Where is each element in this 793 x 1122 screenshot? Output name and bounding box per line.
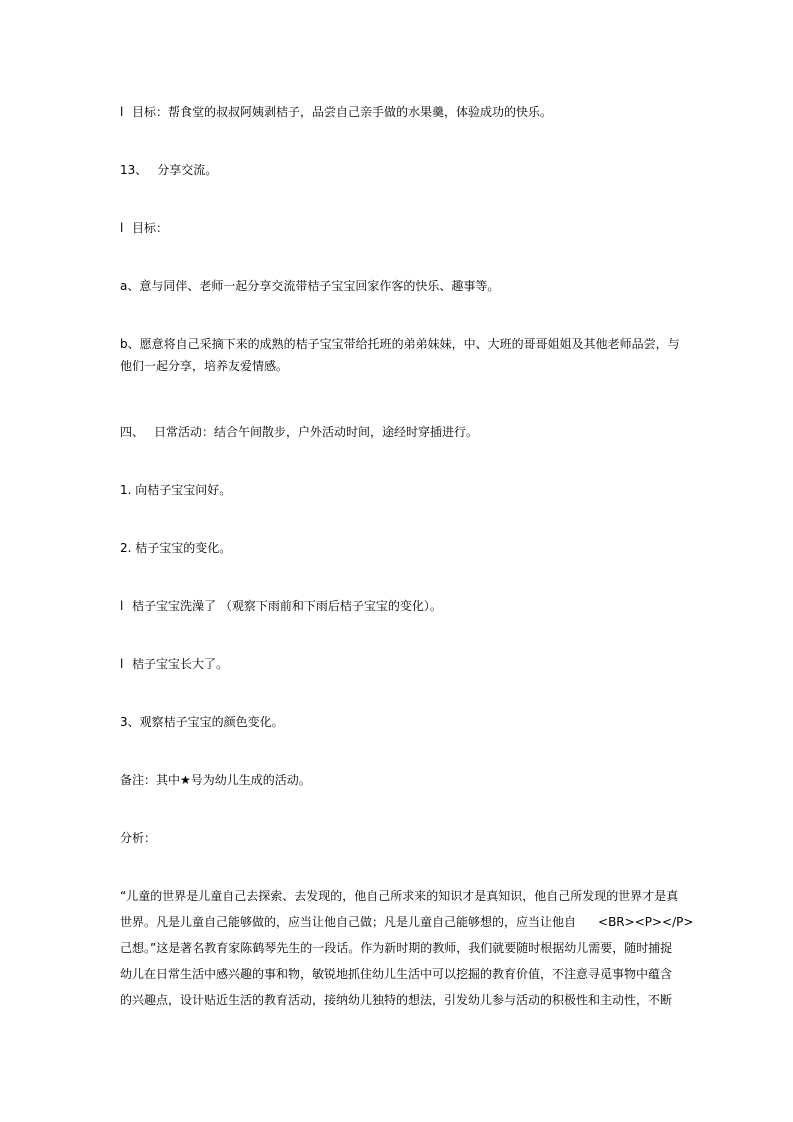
section-title: 分享交流。 xyxy=(157,163,218,177)
section-number: 四、 xyxy=(120,425,145,439)
observation-bullet-bath xyxy=(120,599,680,613)
line-text: 桔子宝宝长大了。 xyxy=(132,657,229,671)
bullet-marker: l xyxy=(120,657,124,671)
activity-item-2 xyxy=(120,541,680,555)
bullet-marker: l xyxy=(120,105,124,119)
paragraph-line: “儿童的世界是儿童自己去探索、去发现的，他自己所求来的知识才是真知识，他自己所发现的世界才是真 xyxy=(120,889,679,903)
section-title: 日常活动：结合午间散步，户外活动时间，途经时穿插进行。 xyxy=(154,425,479,439)
paragraph-line: b、愿意将自己采摘下来的成熟的桔子宝宝带给托班的弟弟妹妹，中、大班的哥哥姐姐及其他老师品尝，与 xyxy=(120,337,680,351)
paragraph-line xyxy=(120,915,694,929)
section-4-heading xyxy=(120,425,680,439)
bullet-marker: l xyxy=(120,599,124,613)
line-text: 3、观察桔子宝宝的颜色变化。 xyxy=(120,715,284,729)
line-text: 桔子宝宝洗澡了 （观察下雨前和下雨后桔子宝宝的变化）。 xyxy=(132,599,442,613)
remark-line xyxy=(120,773,680,787)
goal-item-b xyxy=(120,337,680,373)
activity-item-3 xyxy=(120,715,680,729)
goal-line-help-canteen xyxy=(120,105,680,119)
analysis-paragraph xyxy=(120,889,694,1007)
html-tag-text: <BR><P></P> xyxy=(598,915,694,929)
line-text: 备注：其中★号为幼儿生成的活动。 xyxy=(120,773,311,787)
analysis-heading xyxy=(120,831,680,845)
activity-item-1 xyxy=(120,483,680,497)
section-number: 13、 xyxy=(120,163,148,177)
line-text: 目标： xyxy=(132,221,169,235)
line-text: 目标：帮食堂的叔叔阿姨剥桔子，品尝自己亲手做的水果羹，体验成功的快乐。 xyxy=(132,105,553,119)
bullet-marker: l xyxy=(120,221,124,235)
goal-label-line xyxy=(120,221,680,235)
line-text: 分析： xyxy=(120,831,157,845)
paragraph-line: 的兴趣点，设计贴近生活的教育活动，接纳幼儿独特的想法，引发幼儿参与活动的积极性和主动性，不断 xyxy=(120,993,673,1007)
observation-bullet-grow xyxy=(120,657,680,671)
line-text: 2. 桔子宝宝的变化。 xyxy=(120,541,232,555)
paragraph-line: 幼儿在日常生活中感兴趣的事和物，敏锐地抓住幼儿生活中可以挖掘的教育价值，不注意寻觅事物中蕴含 xyxy=(120,967,673,981)
line-text: a、意与同伴、老师一起分享交流带桔子宝宝回家作客的快乐、趣事等。 xyxy=(120,279,500,293)
line-text: 1. 向桔子宝宝问好。 xyxy=(120,483,232,497)
paragraph-line: 他们一起分享，培养友爱情感。 xyxy=(120,359,289,373)
goal-item-a xyxy=(120,279,680,293)
section-13-heading xyxy=(120,163,680,177)
paragraph-line: 己想。”这是著名教育家陈鹤琴先生的一段话。作为新时期的教师，我们就要随时根据幼儿需要，随时捕捉 xyxy=(120,941,673,955)
paragraph-line-text: 世界。凡是儿童自己能够做的，应当让他自己做；凡是儿童自己能够想的，应当让他自 xyxy=(120,915,577,929)
